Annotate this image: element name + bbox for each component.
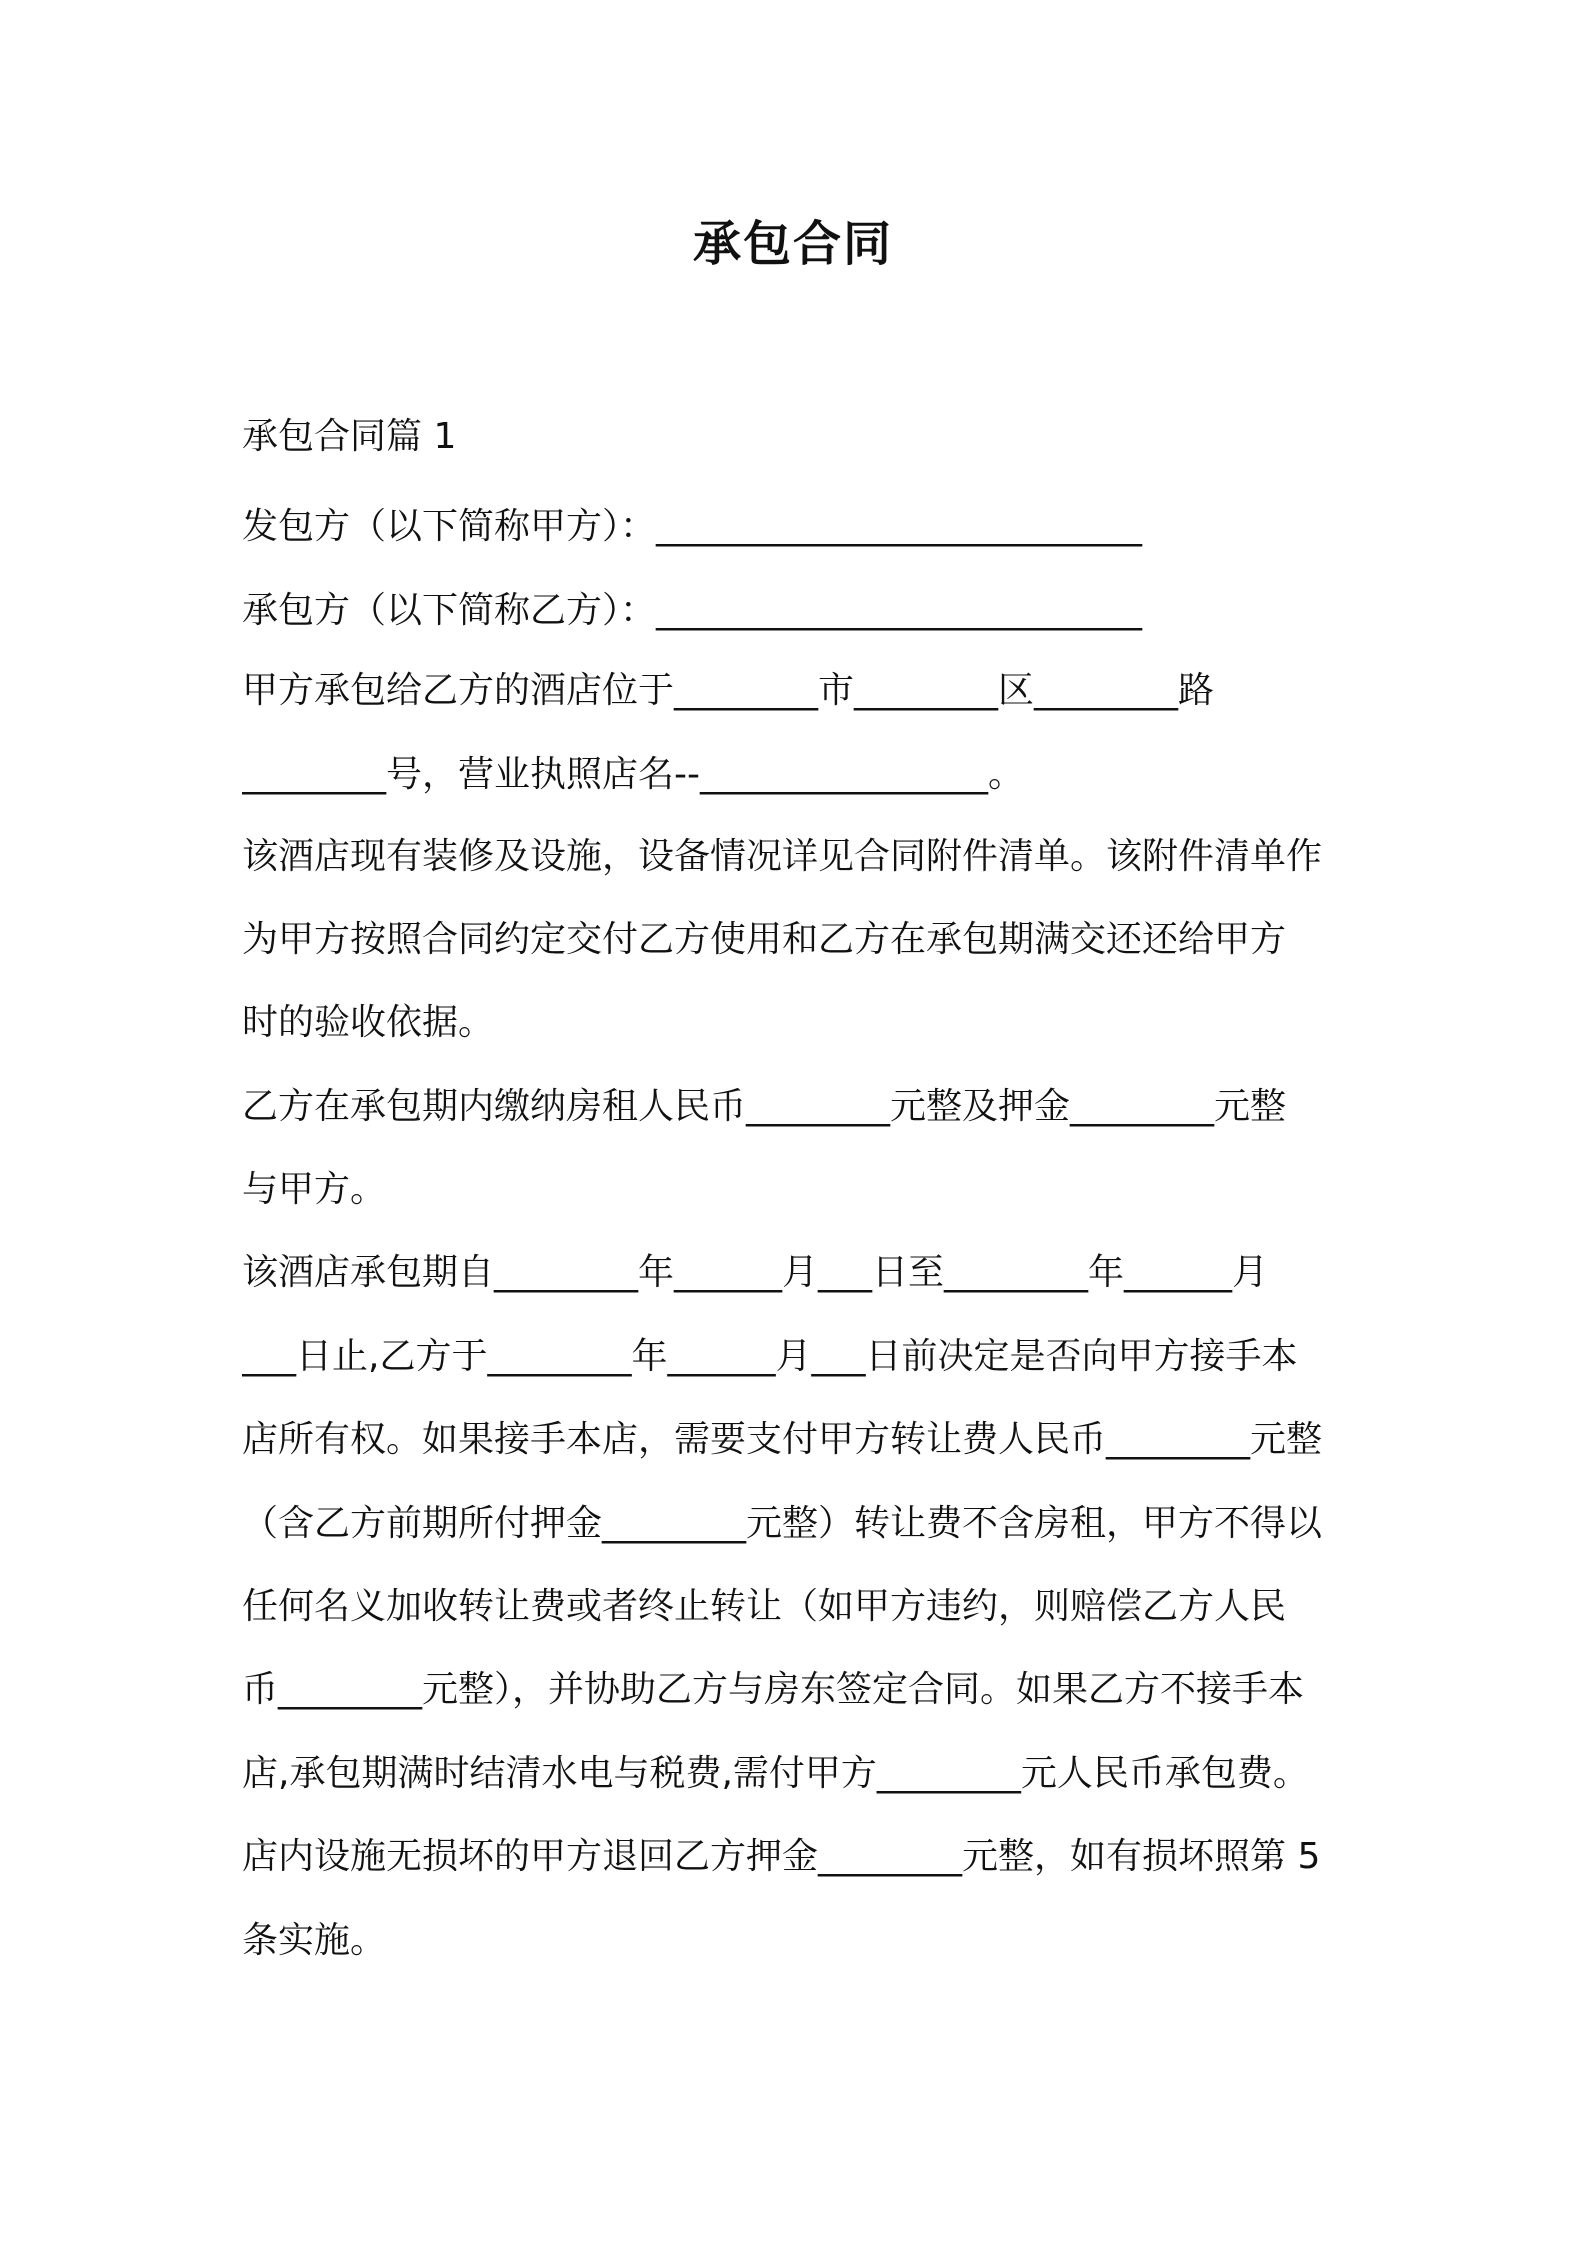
paragraph-line: 店所有权。如果接手本店，需要支付甲方转让费人民币________元整 <box>242 1419 1323 1460</box>
paragraph-line: ________号，营业执照店名--________________。 <box>242 754 1024 795</box>
section-heading: 承包合同篇 1 <box>242 416 457 457</box>
paragraph-line: 时的验收依据。 <box>242 1002 495 1043</box>
paragraph-line: （含乙方前期所付押金________元整）转让费不含房租，甲方不得以 <box>242 1503 1323 1544</box>
paragraph-line: 甲方承包给乙方的酒店位于________市________区________路 <box>242 670 1215 711</box>
paragraph-line: 店内设施无损坏的甲方退回乙方押金________元整，如有损坏照第 5 <box>242 1836 1321 1877</box>
document-title: 承包合同 <box>692 216 893 272</box>
paragraph-line: 乙方在承包期内缴纳房租人民币________元整及押金________元整 <box>242 1086 1287 1127</box>
paragraph-line: 该酒店承包期自________年______月___日至________年______月 <box>242 1252 1269 1293</box>
paragraph-line: 币________元整），并协助乙方与房东签定合同。如果乙方不接手本 <box>242 1669 1305 1710</box>
party-a-line: 发包方（以下简称甲方）：___________________________ <box>242 506 1143 547</box>
party-b-line: 承包方（以下简称乙方）：___________________________ <box>242 590 1143 631</box>
paragraph-line: 与甲方。 <box>242 1169 387 1210</box>
paragraph-line: ___日止,乙方于________年______月___日前决定是否向甲方接手本 <box>242 1336 1298 1377</box>
paragraph-line: 店,承包期满时结清水电与税费,需付甲方________元人民币承包费。 <box>242 1753 1309 1794</box>
paragraph-line: 为甲方按照合同约定交付乙方使用和乙方在承包期满交还还给甲方 <box>242 919 1287 960</box>
paragraph-line: 该酒店现有装修及设施，设备情况详见合同附件清单。该附件清单作 <box>242 836 1323 877</box>
paragraph-line: 条实施。 <box>242 1920 387 1961</box>
paragraph-line: 任何名义加收转让费或者终止转让（如甲方违约，则赔偿乙方人民 <box>242 1586 1287 1627</box>
